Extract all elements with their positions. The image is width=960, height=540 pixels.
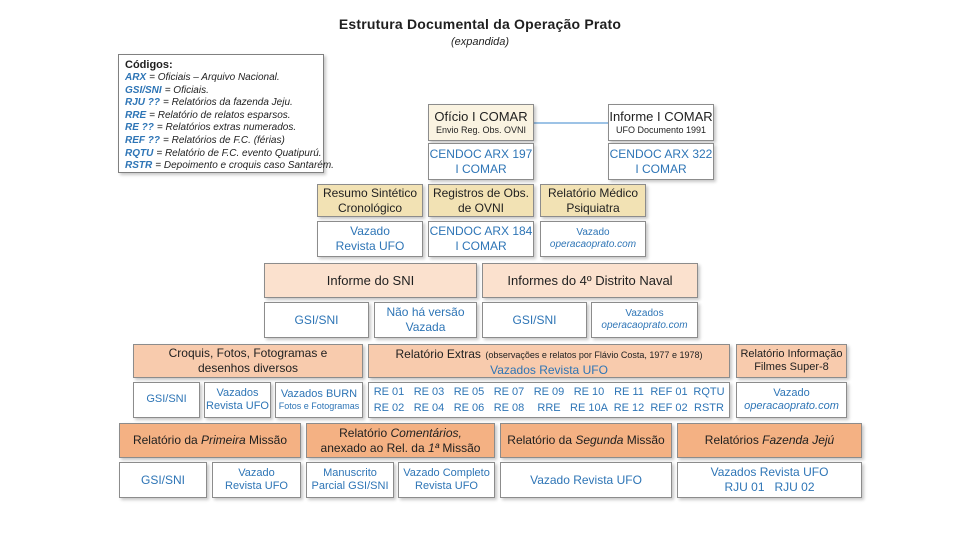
doc-line2: Fotos e Fotogramas	[278, 401, 360, 412]
re-code: RE 05	[453, 386, 485, 398]
doc-nao-ha-versao-vazada	[374, 302, 477, 338]
node-title-post: Missão	[245, 433, 288, 448]
doc-line2: Parcial GSI/SNI	[311, 480, 389, 492]
node-line2: Psiquiatra	[566, 200, 620, 215]
node-registros-obs-ovni	[428, 184, 534, 217]
doc-line1: Vazado	[773, 386, 810, 399]
re-code: RE 11	[614, 386, 644, 398]
re-code: REF 01	[650, 386, 688, 398]
doc-line1: Vazados	[625, 307, 664, 319]
node-informe-do-sni	[264, 263, 477, 298]
re-code: REF 02	[650, 402, 688, 414]
legend-item	[125, 110, 317, 123]
legend-desc: = Relatórios da fazenda Jeju.	[163, 97, 293, 109]
legend-code: RE ??	[125, 122, 154, 134]
doc-line1: GSI/SNI	[294, 312, 339, 327]
diagram-subtitle: (expandida)	[450, 36, 510, 48]
doc-line2: Revista UFO	[415, 480, 478, 492]
legend-code: RRE	[125, 109, 147, 121]
legend-item	[125, 122, 317, 135]
legend-desc: = Oficiais – Arquivo Nacional.	[149, 72, 280, 83]
doc-vazados-revista-ufo-rju	[677, 462, 862, 498]
legend-box	[118, 54, 334, 173]
legend-code: RQTU	[125, 147, 154, 159]
node-line1: Relatório Médico	[547, 185, 639, 200]
doc-cendoc-arx-197	[428, 143, 534, 180]
re-codes-grid	[369, 384, 729, 416]
legend-item	[125, 72, 317, 85]
doc-vazado-revista-ufo-missao1	[212, 462, 301, 498]
doc-gsi-sni-missao1	[119, 462, 207, 498]
legend-desc: = Depoimento e croquis caso Santarém.	[155, 160, 334, 172]
node-title: Ofício I COMAR	[434, 109, 528, 125]
re-code: RE 03	[413, 386, 445, 398]
doc-gsi-sni-informe-sni	[264, 302, 369, 338]
node-line1: Resumo Sintético	[322, 185, 418, 200]
legend-item	[125, 97, 317, 110]
re-code: RE 12	[613, 402, 645, 414]
node-title-pre: anexado ao Rel. da	[320, 440, 428, 455]
re-code: RE 01	[373, 386, 405, 398]
doc-vazados-revista-ufo-croquis	[204, 382, 271, 418]
node-line1: Registros de Obs.	[432, 185, 530, 200]
doc-vazado-operacaoprato-super8	[736, 382, 847, 418]
doc-line2: Revista UFO	[335, 239, 405, 253]
legend-code: RSTR	[125, 160, 153, 172]
legend-item	[125, 135, 317, 148]
doc-line1: Vazado	[238, 466, 275, 479]
doc-line1: Manuscrito	[323, 466, 377, 479]
doc-cendoc-arx-322	[608, 143, 714, 180]
doc-vazados-operacaoprato-4dn	[591, 302, 698, 338]
node-relatorios-fazenda-jeju	[677, 423, 862, 458]
doc-vazado-revista-ufo-missao2	[500, 462, 672, 498]
node-line2: Cronológico	[337, 200, 403, 215]
re-code: RE 04	[413, 402, 445, 414]
re-code: RQTU	[693, 386, 725, 398]
node-relatorio-extras	[368, 344, 730, 378]
node-relatorio-primeira-missao	[119, 423, 301, 458]
legend-code: ARX	[125, 72, 147, 83]
node-title-italic: Fazenda Jejú	[762, 433, 835, 448]
doc-line1: Vazado	[576, 226, 610, 238]
doc-cendoc-arx-184	[428, 221, 534, 257]
node-line2: Filmes Super-8	[754, 361, 829, 373]
node-title: Informes do 4º Distrito Naval	[507, 272, 673, 288]
doc-gsi-sni-4dn	[482, 302, 587, 338]
doc-vazados-burn	[275, 382, 363, 418]
doc-line1: CENDOC ARX 197	[429, 146, 533, 161]
doc-line2: I COMAR	[455, 239, 507, 253]
node-relatorio-medico-psiquiatra	[540, 184, 646, 217]
node-note: (observações e relatos por Flávio Costa, 1977 e 1978)	[485, 349, 703, 360]
node-title-pre: Relatório	[339, 425, 391, 440]
node-title-line	[339, 426, 462, 441]
doc-vazado-revista-ufo-resumo	[317, 221, 423, 257]
doc-line1: CENDOC ARX 322	[609, 146, 713, 161]
re-code: RE 02	[373, 402, 405, 414]
node-subtitle: UFO Documento 1991	[615, 124, 707, 135]
node-line2: desenhos diversos	[197, 361, 299, 375]
node-title: Informe do SNI	[326, 272, 415, 288]
legend-desc: = Oficiais.	[164, 84, 209, 96]
doc-line1: Vazado Completo	[403, 466, 490, 479]
legend-item	[125, 85, 317, 98]
node-oficio-i-comar	[428, 104, 534, 141]
re-code: RRE	[537, 402, 561, 414]
re-code: RE 08	[493, 402, 525, 414]
doc-line2: I COMAR	[635, 161, 687, 176]
doc-re-codes	[368, 382, 730, 418]
node-leak-label: Vazados Revista UFO	[490, 363, 608, 378]
doc-line2: operacaoprato.com	[549, 239, 637, 250]
node-title-line	[133, 433, 287, 448]
connector-line	[534, 122, 608, 124]
node-line2: de OVNI	[457, 200, 505, 215]
doc-line2: Revista UFO	[206, 400, 269, 412]
node-title-italic: Comentários,	[390, 425, 462, 440]
legend-desc: = Relatório de F.C. evento Quatipurú.	[156, 147, 322, 159]
node-line1: Croquis, Fotos, Fotogramas e	[168, 346, 328, 361]
node-title-line	[507, 433, 664, 448]
node-title-pre: Relatórios	[704, 433, 763, 448]
doc-line1: GSI/SNI	[140, 472, 185, 487]
node-relatorio-segunda-missao	[500, 423, 672, 458]
doc-gsi-sni-croquis	[133, 382, 200, 418]
doc-vazado-operacaoprato-medico	[540, 221, 646, 257]
node-subtitle: Envio Reg. Obs. OVNI	[435, 124, 527, 135]
doc-line1: GSI/SNI	[512, 312, 557, 327]
re-code: RSTR	[694, 402, 724, 414]
re-code: RE 09	[533, 386, 565, 398]
node-informes-4-distrito-naval	[482, 263, 698, 298]
doc-line1: Não há versão	[386, 305, 465, 320]
node-title-italic: 1ª	[427, 440, 440, 455]
doc-line2: Revista UFO	[225, 480, 288, 492]
diagram-title: Estrutura Documental da Operação Prato	[338, 16, 622, 32]
node-title-post: Missão	[623, 433, 665, 448]
node-title-pre: Relatório da	[507, 433, 576, 448]
doc-manuscrito-parcial-gsi-sni	[306, 462, 394, 498]
legend-item	[125, 160, 334, 173]
node-relatorio-informacao-super8	[736, 344, 847, 378]
re-code: RE 10	[573, 386, 605, 398]
legend-desc: = Relatórios de F.C. (férias)	[163, 134, 285, 146]
legend-desc: = Relatório de relatos esparsos.	[149, 109, 291, 121]
node-title-italic: Segunda	[575, 433, 624, 448]
legend-title: Códigos:	[125, 59, 173, 71]
doc-line2: RJU 01 RJU 02	[724, 480, 815, 494]
node-title-line	[705, 433, 834, 448]
doc-line1: GSI/SNI	[146, 393, 187, 406]
re-code: RE 10A	[570, 402, 608, 414]
node-informe-i-comar	[608, 104, 714, 141]
legend-code: GSI/SNI	[125, 84, 162, 96]
node-title: Informe I COMAR	[609, 109, 713, 125]
doc-vazado-completo-revista-ufo	[398, 462, 495, 498]
doc-line2: I COMAR	[455, 161, 507, 176]
doc-line2: Vazada	[405, 320, 446, 334]
legend-item	[125, 147, 322, 161]
doc-line1: Vazado	[350, 224, 390, 239]
node-line1: Relatório Informação	[740, 347, 843, 360]
node-croquis-fotos-fotogramas	[133, 344, 363, 378]
legend-code: RJU ??	[125, 97, 160, 109]
node-resumo-sintetico-cronologico	[317, 184, 423, 217]
node-title-post: Missão	[439, 440, 481, 455]
doc-line1: Vazado Revista UFO	[530, 472, 642, 487]
legend-code: REF ??	[125, 134, 160, 146]
node-title-line	[396, 344, 703, 364]
doc-line1: Vazados	[216, 386, 259, 399]
doc-line1: CENDOC ARX 184	[429, 224, 533, 239]
node-title-line2	[321, 441, 481, 456]
doc-line1: Vazados Revista UFO	[710, 465, 829, 480]
doc-line1: Vazados BURN	[280, 387, 358, 400]
re-code: RE 07	[493, 386, 525, 398]
re-code: RE 06	[453, 402, 485, 414]
node-title-italic: Primeira	[201, 433, 246, 448]
doc-line2: operacaoprato.com	[601, 320, 688, 331]
legend-desc: = Relatórios extras numerados.	[156, 122, 297, 134]
node-title-pre: Relatório da	[132, 433, 202, 448]
node-relatorio-comentarios	[306, 423, 495, 458]
node-title: Relatório Extras	[395, 346, 481, 361]
doc-line2: operacaoprato.com	[744, 400, 839, 412]
